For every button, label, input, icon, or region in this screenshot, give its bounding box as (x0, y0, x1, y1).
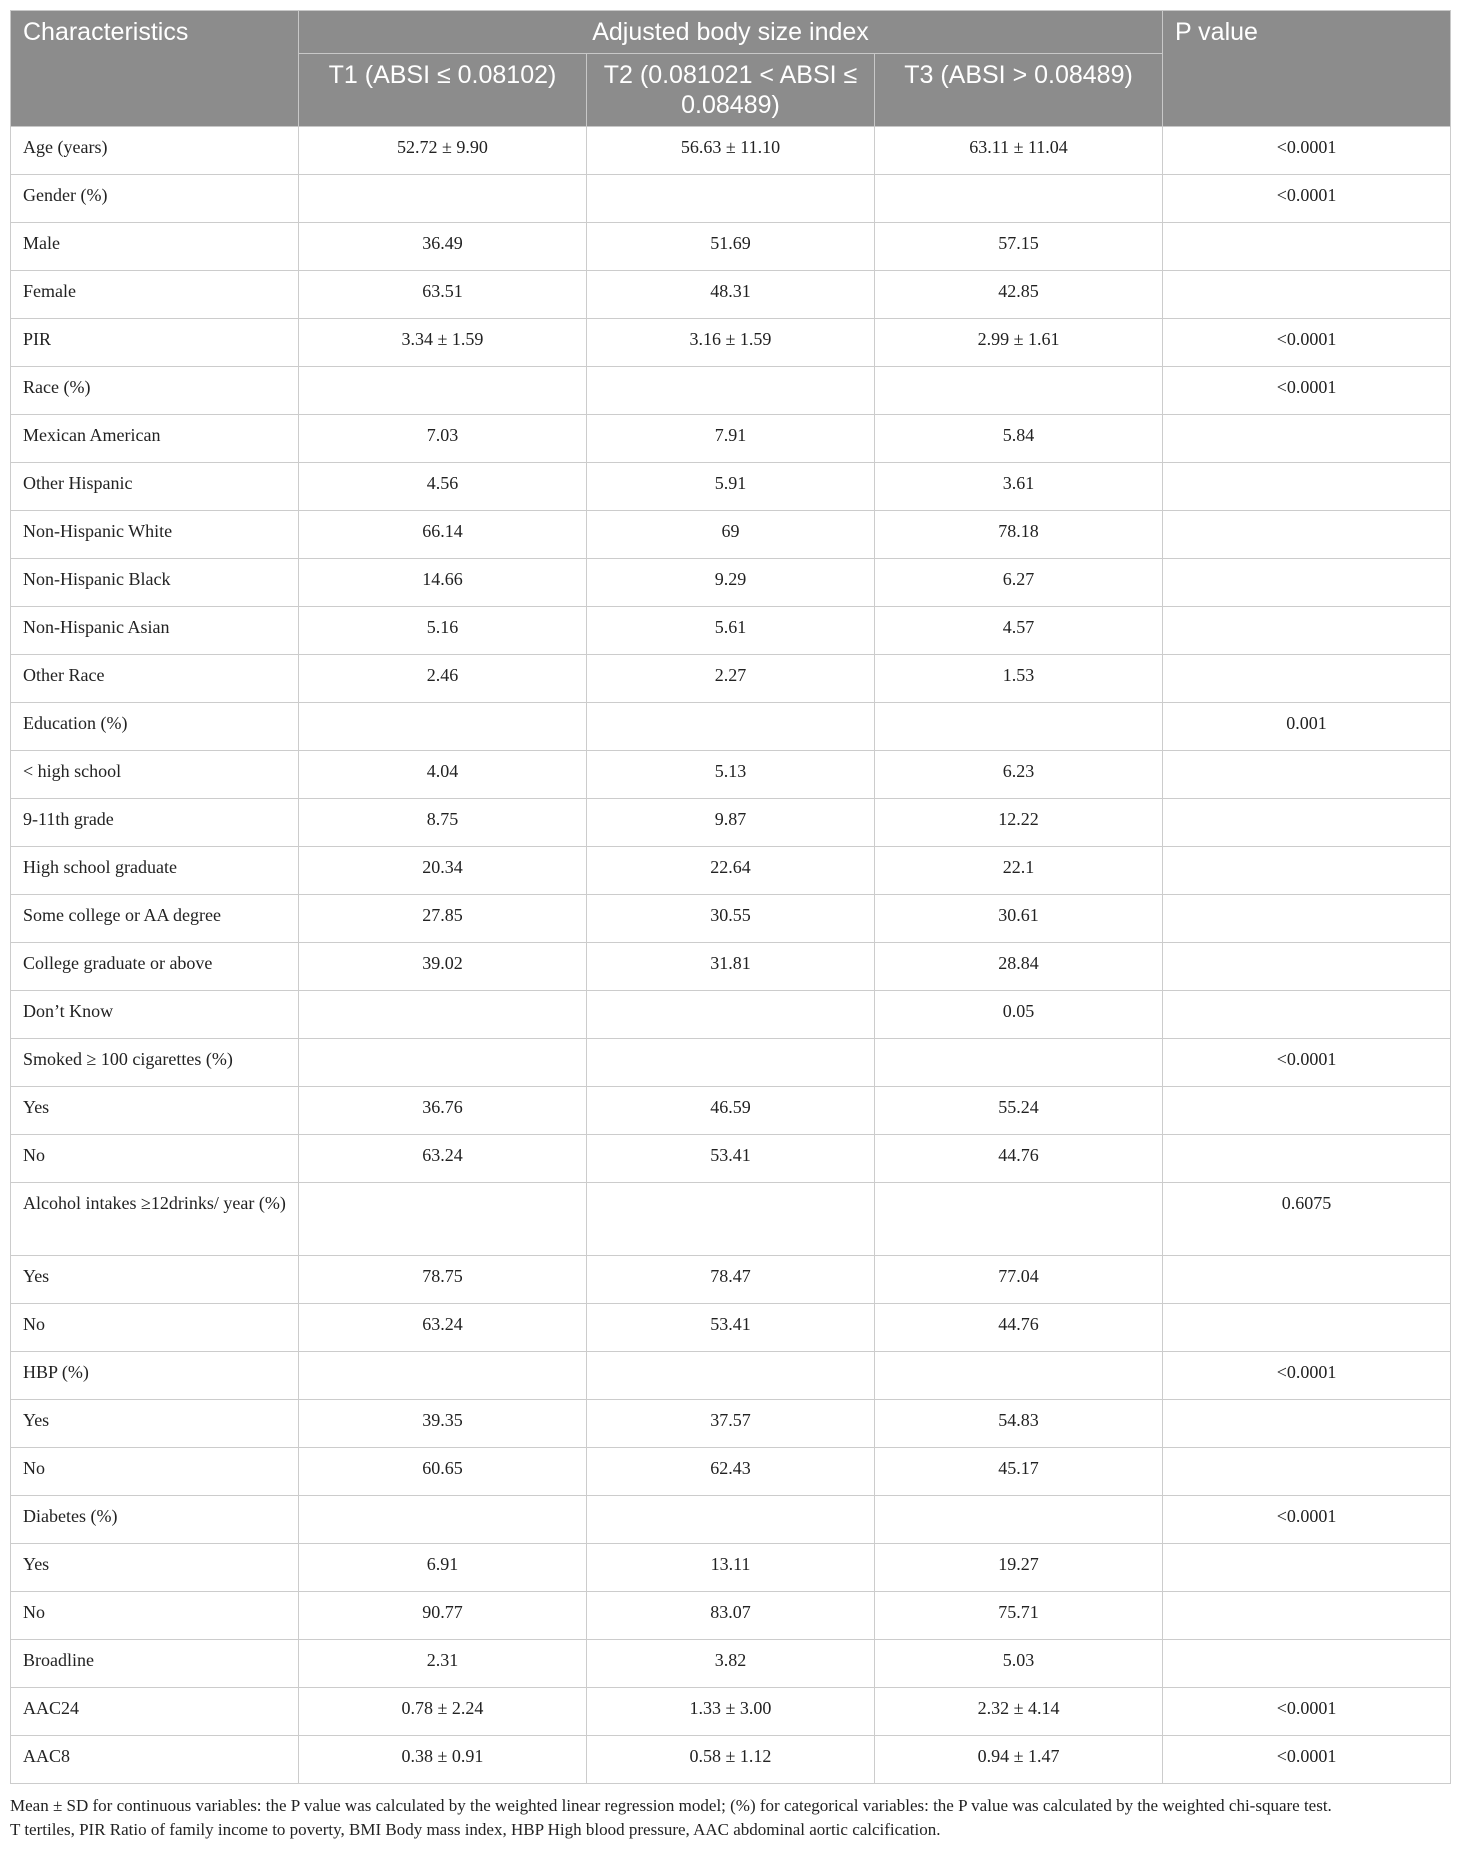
cell-t3: 78.18 (875, 511, 1163, 559)
row-label: Mexican American (11, 415, 299, 463)
cell-t2 (587, 1183, 875, 1256)
cell-p-value (1163, 1304, 1451, 1352)
cell-t1: 60.65 (299, 1448, 587, 1496)
row-label: < high school (11, 751, 299, 799)
cell-t3: 6.23 (875, 751, 1163, 799)
cell-t1: 0.38 ± 0.91 (299, 1736, 587, 1784)
cell-t3 (875, 1496, 1163, 1544)
cell-t1: 66.14 (299, 511, 587, 559)
row-label: Don’t Know (11, 991, 299, 1039)
cell-t2: 31.81 (587, 943, 875, 991)
row-label: 9-11th grade (11, 799, 299, 847)
cell-t1: 6.91 (299, 1544, 587, 1592)
row-label: Non-Hispanic Black (11, 559, 299, 607)
cell-p-value: <0.0001 (1163, 175, 1451, 223)
row-label: AAC8 (11, 1736, 299, 1784)
cell-t1 (299, 1352, 587, 1400)
cell-t2: 53.41 (587, 1135, 875, 1183)
cell-p-value: <0.0001 (1163, 1496, 1451, 1544)
table-row (11, 1400, 1451, 1448)
cell-p-value (1163, 1087, 1451, 1135)
table-row (11, 655, 1451, 703)
table-footnote (10, 1794, 1450, 1842)
cell-p-value: <0.0001 (1163, 367, 1451, 415)
cell-t3: 75.71 (875, 1592, 1163, 1640)
row-label: Education (%) (11, 703, 299, 751)
row-label: No (11, 1592, 299, 1640)
table-row (11, 751, 1451, 799)
cell-t2: 0.58 ± 1.12 (587, 1736, 875, 1784)
cell-t1: 5.16 (299, 607, 587, 655)
table-row (11, 319, 1451, 367)
cell-t2 (587, 175, 875, 223)
cell-p-value (1163, 1448, 1451, 1496)
cell-t2: 3.16 ± 1.59 (587, 319, 875, 367)
cell-t2 (587, 1039, 875, 1087)
footnote-line-1: Mean ± SD for continuous variables: the P value was calculated by the weighted linear regression model; (%) for categorical variables: the P value was calculated by the weighted chi-square test. (10, 1796, 1332, 1815)
cell-p-value (1163, 895, 1451, 943)
cell-t2 (587, 703, 875, 751)
cell-t1: 2.31 (299, 1640, 587, 1688)
row-label: Yes (11, 1544, 299, 1592)
cell-t2 (587, 1352, 875, 1400)
table-row (11, 1544, 1451, 1592)
cell-t3: 54.83 (875, 1400, 1163, 1448)
cell-p-value (1163, 799, 1451, 847)
table-row (11, 1448, 1451, 1496)
cell-t1: 78.75 (299, 1256, 587, 1304)
cell-t2: 5.13 (587, 751, 875, 799)
cell-t3 (875, 703, 1163, 751)
cell-p-value: <0.0001 (1163, 1688, 1451, 1736)
row-label: College graduate or above (11, 943, 299, 991)
cell-t2 (587, 367, 875, 415)
cell-t1 (299, 175, 587, 223)
table-row (11, 463, 1451, 511)
cell-t3: 0.05 (875, 991, 1163, 1039)
cell-p-value (1163, 1256, 1451, 1304)
cell-p-value (1163, 943, 1451, 991)
table-row (11, 607, 1451, 655)
cell-t2: 7.91 (587, 415, 875, 463)
cell-t1: 4.56 (299, 463, 587, 511)
cell-t1 (299, 367, 587, 415)
row-label: Yes (11, 1087, 299, 1135)
cell-t1: 52.72 ± 9.90 (299, 127, 587, 175)
cell-t1 (299, 991, 587, 1039)
cell-t2: 2.27 (587, 655, 875, 703)
cell-t3: 1.53 (875, 655, 1163, 703)
row-label: Yes (11, 1256, 299, 1304)
header-t1: T1 (ABSI ≤ 0.08102) (299, 54, 587, 127)
header-p-value: P value (1163, 11, 1451, 127)
table-container (10, 10, 1450, 1842)
cell-t3: 57.15 (875, 223, 1163, 271)
cell-p-value (1163, 847, 1451, 895)
row-label: Alcohol intakes ≥12drinks/ year (%) (11, 1183, 299, 1256)
table-row (11, 1736, 1451, 1784)
table-header (11, 11, 1451, 127)
cell-t1: 36.76 (299, 1087, 587, 1135)
cell-t3: 2.32 ± 4.14 (875, 1688, 1163, 1736)
table-row (11, 1039, 1451, 1087)
row-label: Race (%) (11, 367, 299, 415)
cell-t2: 69 (587, 511, 875, 559)
table-row (11, 1640, 1451, 1688)
cell-t1 (299, 703, 587, 751)
row-label: Some college or AA degree (11, 895, 299, 943)
cell-t1 (299, 1183, 587, 1256)
row-label: No (11, 1135, 299, 1183)
table-row (11, 991, 1451, 1039)
cell-p-value (1163, 1640, 1451, 1688)
table-row (11, 127, 1451, 175)
row-label: Non-Hispanic Asian (11, 607, 299, 655)
cell-p-value (1163, 271, 1451, 319)
cell-t3: 5.03 (875, 1640, 1163, 1688)
cell-t2: 37.57 (587, 1400, 875, 1448)
cell-p-value (1163, 1400, 1451, 1448)
cell-t3 (875, 1039, 1163, 1087)
header-t3: T3 (ABSI > 0.08489) (875, 54, 1163, 127)
cell-t1: 27.85 (299, 895, 587, 943)
cell-t1: 63.24 (299, 1135, 587, 1183)
cell-t2: 1.33 ± 3.00 (587, 1688, 875, 1736)
footnote-line-2: T tertiles, PIR Ratio of family income to poverty, BMI Body mass index, HBP High blood pressure, AAC abdominal aortic calcification. (10, 1820, 941, 1839)
cell-t3: 4.57 (875, 607, 1163, 655)
table-row (11, 799, 1451, 847)
header-t2: T2 (0.081021 < ABSI ≤ 0.08489) (587, 54, 875, 127)
characteristics-table (10, 10, 1451, 1784)
table-row (11, 1087, 1451, 1135)
cell-p-value: <0.0001 (1163, 1352, 1451, 1400)
table-row (11, 1496, 1451, 1544)
cell-p-value: <0.0001 (1163, 1736, 1451, 1784)
cell-p-value (1163, 655, 1451, 703)
table-body (11, 127, 1451, 1784)
cell-p-value (1163, 223, 1451, 271)
cell-t1 (299, 1039, 587, 1087)
cell-t2: 83.07 (587, 1592, 875, 1640)
cell-t1: 7.03 (299, 415, 587, 463)
cell-t3: 63.11 ± 11.04 (875, 127, 1163, 175)
row-label: Non-Hispanic White (11, 511, 299, 559)
cell-p-value: <0.0001 (1163, 127, 1451, 175)
cell-t2: 5.91 (587, 463, 875, 511)
row-label: Male (11, 223, 299, 271)
cell-t3: 2.99 ± 1.61 (875, 319, 1163, 367)
table-row (11, 1304, 1451, 1352)
cell-p-value (1163, 559, 1451, 607)
cell-t2 (587, 1496, 875, 1544)
cell-t3 (875, 367, 1163, 415)
cell-t2: 22.64 (587, 847, 875, 895)
cell-t3: 45.17 (875, 1448, 1163, 1496)
table-row (11, 367, 1451, 415)
cell-p-value (1163, 607, 1451, 655)
table-row (11, 1135, 1451, 1183)
cell-t3: 12.22 (875, 799, 1163, 847)
row-label: Diabetes (%) (11, 1496, 299, 1544)
cell-t3 (875, 1352, 1163, 1400)
cell-t2: 51.69 (587, 223, 875, 271)
cell-p-value (1163, 1135, 1451, 1183)
cell-t1: 14.66 (299, 559, 587, 607)
cell-t2: 48.31 (587, 271, 875, 319)
cell-t2: 56.63 ± 11.10 (587, 127, 875, 175)
cell-p-value (1163, 991, 1451, 1039)
cell-t1: 0.78 ± 2.24 (299, 1688, 587, 1736)
table-row (11, 271, 1451, 319)
cell-t3: 44.76 (875, 1135, 1163, 1183)
cell-t2: 9.29 (587, 559, 875, 607)
cell-t1: 3.34 ± 1.59 (299, 319, 587, 367)
cell-t3 (875, 1183, 1163, 1256)
cell-t2: 62.43 (587, 1448, 875, 1496)
table-row (11, 847, 1451, 895)
cell-p-value: 0.6075 (1163, 1183, 1451, 1256)
cell-t3: 77.04 (875, 1256, 1163, 1304)
cell-t3: 0.94 ± 1.47 (875, 1736, 1163, 1784)
cell-p-value: <0.0001 (1163, 1039, 1451, 1087)
cell-t3: 3.61 (875, 463, 1163, 511)
cell-p-value (1163, 751, 1451, 799)
cell-t3: 44.76 (875, 1304, 1163, 1352)
cell-p-value: <0.0001 (1163, 319, 1451, 367)
table-row (11, 223, 1451, 271)
cell-t2 (587, 991, 875, 1039)
row-label: Age (years) (11, 127, 299, 175)
table-row (11, 1688, 1451, 1736)
cell-p-value: 0.001 (1163, 703, 1451, 751)
cell-t2: 13.11 (587, 1544, 875, 1592)
cell-t2: 5.61 (587, 607, 875, 655)
cell-p-value (1163, 1592, 1451, 1640)
cell-t1: 8.75 (299, 799, 587, 847)
table-row (11, 895, 1451, 943)
table-row (11, 1256, 1451, 1304)
header-group: Adjusted body size index (299, 11, 1163, 54)
row-label: No (11, 1448, 299, 1496)
row-label: AAC24 (11, 1688, 299, 1736)
cell-t1: 90.77 (299, 1592, 587, 1640)
table-row (11, 1183, 1451, 1256)
cell-p-value (1163, 511, 1451, 559)
row-label: Gender (%) (11, 175, 299, 223)
cell-p-value (1163, 463, 1451, 511)
cell-t1: 36.49 (299, 223, 587, 271)
cell-t3: 5.84 (875, 415, 1163, 463)
table-row (11, 1352, 1451, 1400)
table-row (11, 943, 1451, 991)
table-row (11, 415, 1451, 463)
cell-p-value (1163, 415, 1451, 463)
cell-t2: 3.82 (587, 1640, 875, 1688)
cell-t2: 78.47 (587, 1256, 875, 1304)
cell-t2: 46.59 (587, 1087, 875, 1135)
table-row (11, 703, 1451, 751)
cell-t2: 9.87 (587, 799, 875, 847)
header-characteristics: Characteristics (11, 11, 299, 127)
cell-t1 (299, 1496, 587, 1544)
cell-t3: 30.61 (875, 895, 1163, 943)
cell-t3: 19.27 (875, 1544, 1163, 1592)
cell-t3: 42.85 (875, 271, 1163, 319)
cell-t1: 4.04 (299, 751, 587, 799)
row-label: PIR (11, 319, 299, 367)
cell-t1: 39.35 (299, 1400, 587, 1448)
cell-t3: 55.24 (875, 1087, 1163, 1135)
cell-t1: 20.34 (299, 847, 587, 895)
row-label: High school graduate (11, 847, 299, 895)
cell-t3: 6.27 (875, 559, 1163, 607)
row-label: Yes (11, 1400, 299, 1448)
row-label: Other Race (11, 655, 299, 703)
cell-t3 (875, 175, 1163, 223)
row-label: Smoked ≥ 100 cigarettes (%) (11, 1039, 299, 1087)
table-row (11, 175, 1451, 223)
row-label: Broadline (11, 1640, 299, 1688)
cell-t2: 30.55 (587, 895, 875, 943)
cell-t1: 63.51 (299, 271, 587, 319)
cell-t2: 53.41 (587, 1304, 875, 1352)
table-row (11, 559, 1451, 607)
row-label: Female (11, 271, 299, 319)
row-label: Other Hispanic (11, 463, 299, 511)
cell-t3: 28.84 (875, 943, 1163, 991)
cell-t3: 22.1 (875, 847, 1163, 895)
row-label: No (11, 1304, 299, 1352)
table-row (11, 511, 1451, 559)
cell-t1: 63.24 (299, 1304, 587, 1352)
table-row (11, 1592, 1451, 1640)
cell-t1: 39.02 (299, 943, 587, 991)
row-label: HBP (%) (11, 1352, 299, 1400)
cell-t1: 2.46 (299, 655, 587, 703)
cell-p-value (1163, 1544, 1451, 1592)
